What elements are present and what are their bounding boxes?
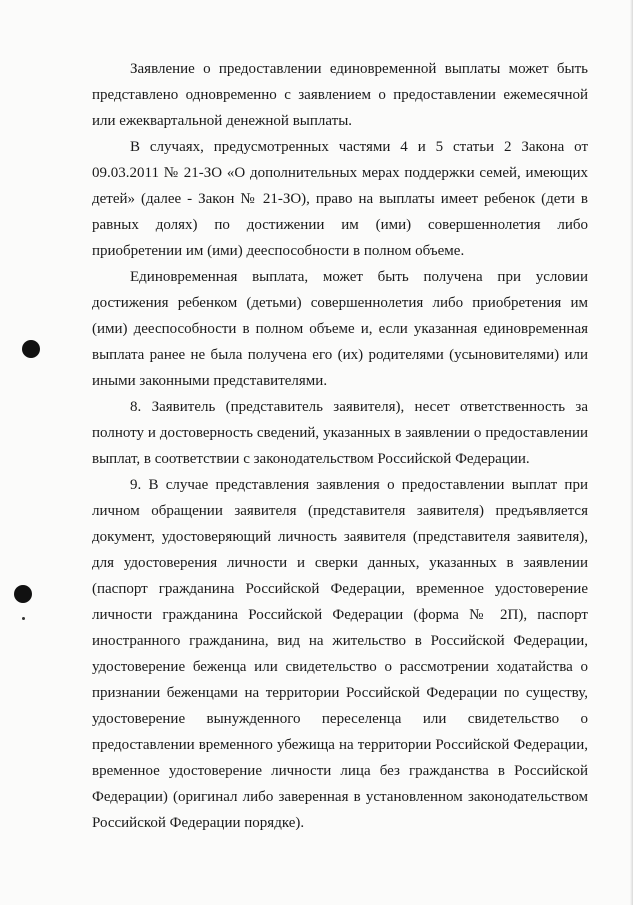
punch-hole-mark bbox=[22, 340, 40, 358]
document-body bbox=[92, 56, 588, 836]
paragraph-item-8: 8. Заявитель (представитель заявителя), несет ответственность за полноту и достоверность сведений, указанных в заявлении о предоставлении выплат, в соответствии с законодательством Российской Федерации. bbox=[92, 399, 588, 467]
paragraph-lump-sum-conditions: Единовременная выплата, может быть получена при условии достижения ребенком (детьми) совершеннолетия либо приобретения им (ими) дееспособности в полном объеме и, если указанная единовременная выплата ранее не была получена его (их) родителями (усыновителями) или иными законными представителями. bbox=[92, 269, 588, 389]
punch-hole-mark bbox=[14, 585, 32, 603]
paragraph-law-reference: В случаях, предусмотренных частями 4 и 5 статьи 2 Закона от 09.03.2011 № 21-ЗО «О дополнительных мерах поддержки семей, имеющих детей» (далее - Закон № 21-ЗО), право на выплаты имеет ребенок (дети в равных долях) по достижении им (ими) совершеннолетия либо приобретении им (ими) дееспособности в полном объеме. bbox=[92, 139, 588, 259]
paragraph-lump-sum-application: Заявление о предоставлении единовременной выплаты может быть представлено одновременно с заявлением о предоставлении ежемесячной или ежеквартальной денежной выплаты. bbox=[92, 61, 588, 129]
scan-speck bbox=[22, 617, 25, 620]
paragraph-item-9: 9. В случае представления заявления о предоставлении выплат при личном обращении заявителя (представителя заявителя) предъявляется документ, удостоверяющий личность заявителя (представителя заявителя), для удостоверения личности и сверки данных, указанных в заявлении (паспорт гражданина Российской Федерации, временное удостоверение личности гражданина Российской Федерации (форма № 2П), паспорт иностранного гражданина, вид на жительство в Российской Федерации, удостоверение беженца или свидетельство о рассмотрении ходатайства о признании беженцами на территории Российской Федерации по существу, удостоверение вынужденного переселенца или свидетельство о предоставлении временного убежища на территории Российской Федерации, временное удостоверение личности лица без гражданства в Российской Федерации) (оригинал либо заверенная в установленном законодательством Российской Федерации порядке). bbox=[92, 477, 588, 831]
